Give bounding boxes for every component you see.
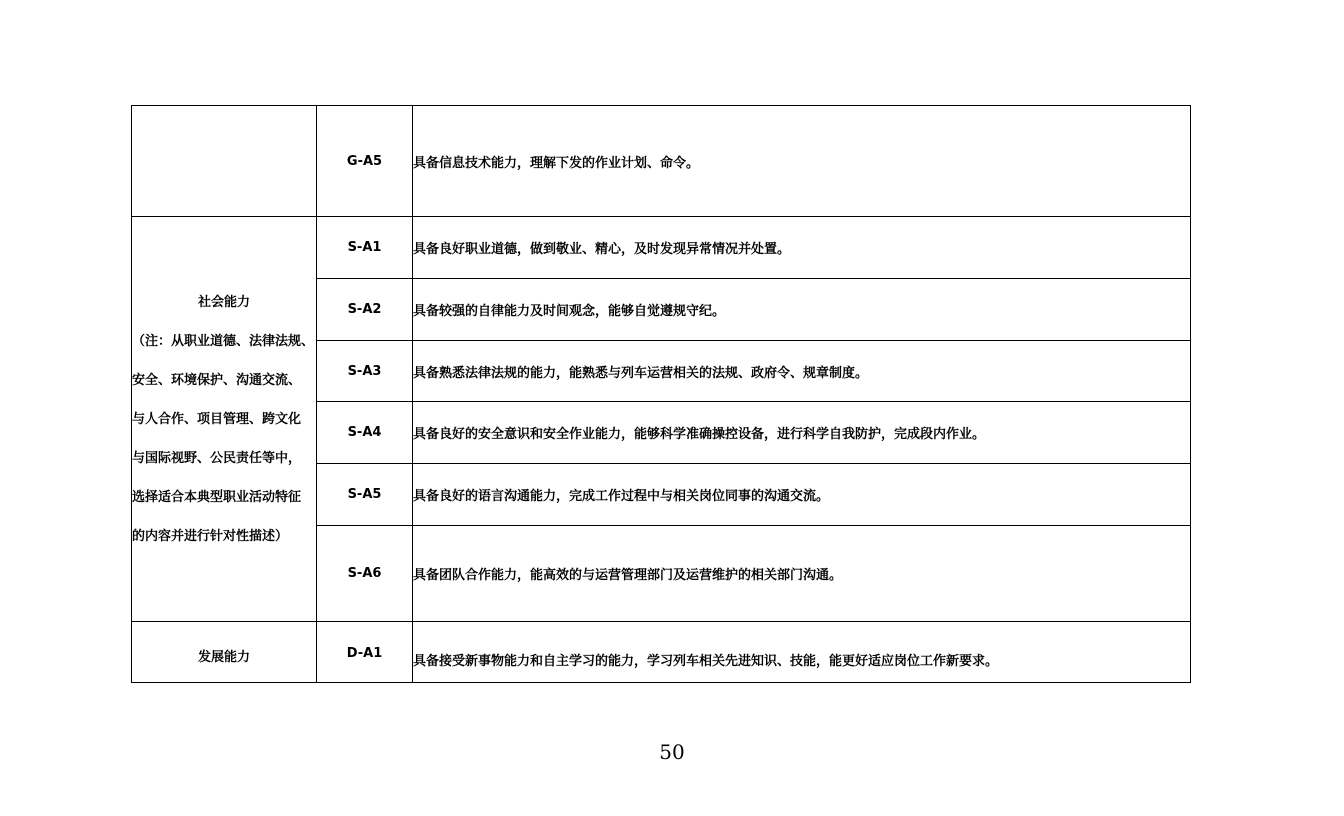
ability-description: 具备良好职业道德，做到敬业、精心，及时发现异常情况并处置。 (413, 217, 1191, 279)
ability-description: 具备接受新事物能力和自主学习的能力，学习列车相关先进知识、技能，能更好适应岗位工作新要求。 (413, 622, 1191, 683)
ability-description: 具备信息技术能力，理解下发的作业计划、命令。 (413, 106, 1191, 217)
ability-code: S-A4 (317, 402, 413, 464)
ability-table (131, 105, 1191, 683)
ability-description: 具备熟悉法律法规的能力，能熟悉与列车运营相关的法规、政府令、规章制度。 (413, 341, 1191, 402)
ability-description: 具备较强的自律能力及时间观念，能够自觉遵规守纪。 (413, 279, 1191, 341)
ability-code: D-A1 (317, 622, 413, 683)
social-ability-category (132, 217, 317, 622)
social-ability-title: 社会能力 (197, 294, 250, 310)
ability-code: S-A3 (317, 341, 413, 402)
social-ability-note: （注：从职业道德、法律法规、 安全、环境保护、沟通交流、 与人合作、项目管理、跨文化 与国际视野、公民责任等中， 选择适合本典型职业活动特征 的内容并进行针对性描述） (132, 333, 315, 544)
table-row (132, 217, 1191, 279)
empty-category-cell (132, 106, 317, 217)
development-ability-title: 发展能力 (197, 650, 250, 665)
ability-code: G-A5 (317, 106, 413, 217)
table-row (132, 622, 1191, 683)
ability-code: S-A6 (317, 526, 413, 622)
ability-description: 具备良好的安全意识和安全作业能力，能够科学准确操控设备，进行科学自我防护，完成段内作业。 (413, 402, 1191, 464)
ability-code: S-A1 (317, 217, 413, 279)
ability-description: 具备团队合作能力，能高效的与运营管理部门及运营维护的相关部门沟通。 (413, 526, 1191, 622)
page-number: 50 (659, 740, 685, 764)
ability-description: 具备良好的语言沟通能力，完成工作过程中与相关岗位同事的沟通交流。 (413, 464, 1191, 526)
table-row (132, 106, 1191, 217)
ability-code: S-A5 (317, 464, 413, 526)
development-ability-category (132, 622, 317, 683)
ability-code: S-A2 (317, 279, 413, 341)
